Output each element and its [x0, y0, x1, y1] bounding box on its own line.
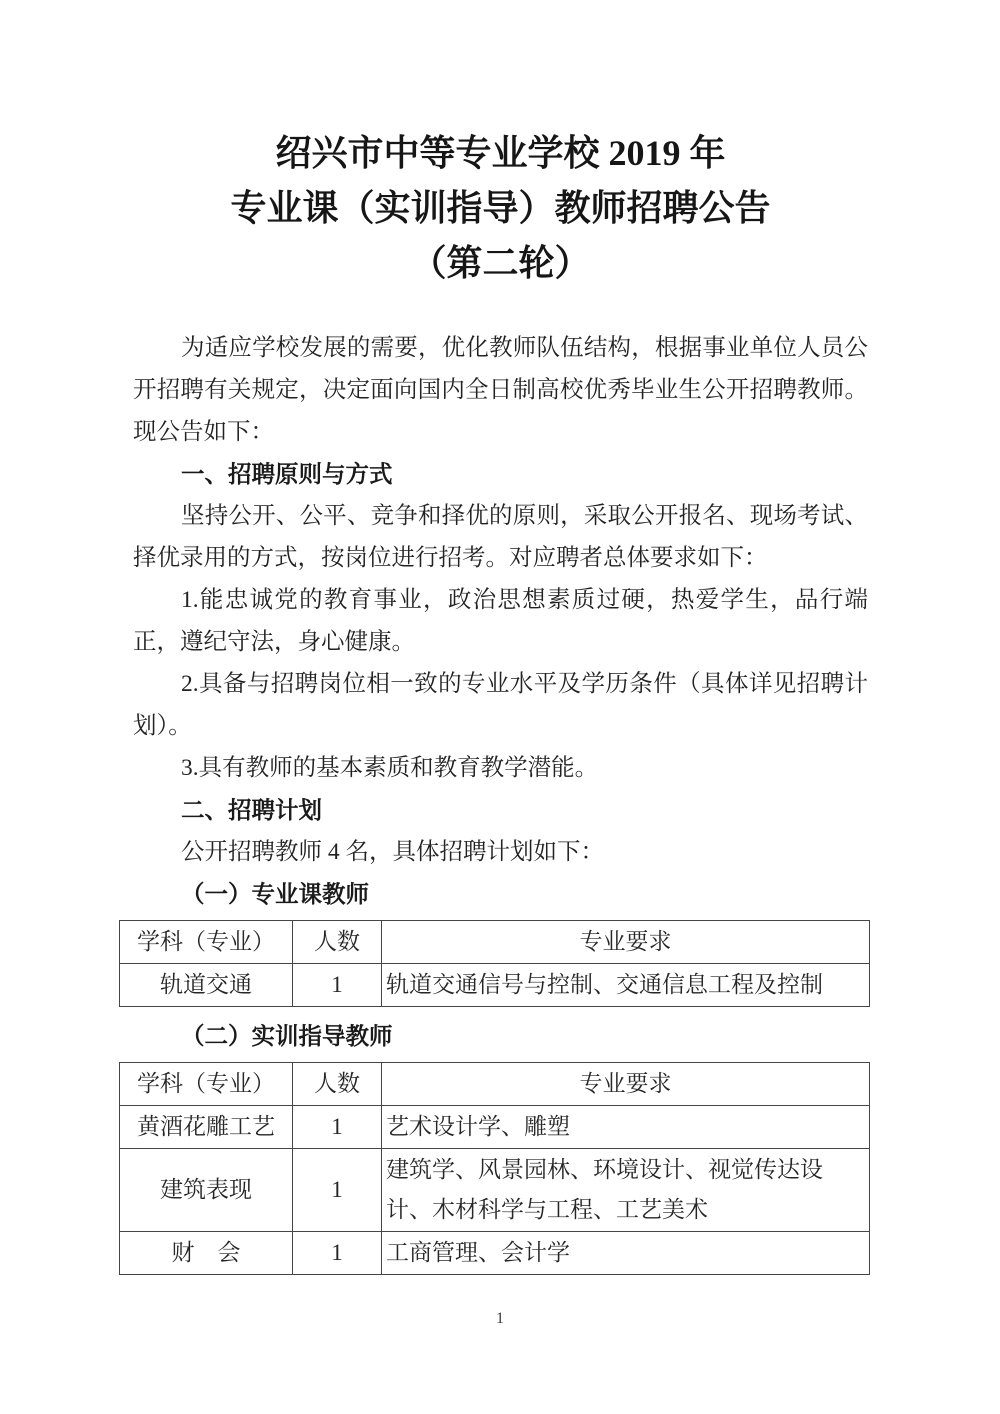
- section1-item-1: 1.能忠诚党的教育事业，政治思想素质过硬，热爱学生，品行端正，遵纪守法，身心健康。: [133, 587, 868, 655]
- table-row: [120, 964, 870, 1007]
- training-instructors-table: [119, 1062, 870, 1275]
- column-header-subject: 学科（专业）: [120, 921, 293, 964]
- title-line-1: 绍兴市中等专业学校 2019 年: [275, 133, 726, 173]
- section2-heading: 二、招聘计划: [181, 797, 322, 823]
- title-line-2: 专业课（实训指导）教师招聘公告: [230, 188, 771, 228]
- subsection1-heading: （一）专业课教师: [181, 881, 369, 907]
- section1-heading: 一、招聘原则与方式: [181, 461, 393, 487]
- cell-count: 1: [293, 964, 382, 1007]
- cell-count: 1: [293, 1149, 382, 1232]
- column-header-requirement: 专业要求: [382, 1063, 870, 1106]
- section1-lead: 坚持公开、公平、竞争和择优的原则，采取公开报名、现场考试、择优录用的方式，按岗位进行招考。对应聘者总体要求如下：: [133, 503, 868, 571]
- cell-count: 1: [293, 1232, 382, 1275]
- column-header-subject: 学科（专业）: [120, 1063, 293, 1106]
- cell-subject: 建筑表现: [120, 1149, 293, 1232]
- table-header-row: [120, 921, 870, 964]
- cell-requirement: 艺术设计学、雕塑: [382, 1106, 870, 1149]
- cell-subject: 轨道交通: [120, 964, 293, 1007]
- column-header-requirement: 专业要求: [382, 921, 870, 964]
- subsection2-heading: （二）实训指导教师: [181, 1023, 393, 1049]
- title-line-3: （第二轮）: [410, 243, 591, 283]
- intro-paragraph: 为适应学校发展的需要，优化教师队伍结构，根据事业单位人员公开招聘有关规定，决定面向国内全日制高校优秀毕业生公开招聘教师。现公告如下：: [133, 335, 868, 445]
- professional-teachers-table: [119, 920, 870, 1007]
- page-number: 1: [496, 1310, 504, 1327]
- table-row: [120, 1149, 870, 1232]
- table-header-row: [120, 1063, 870, 1106]
- cell-subject: 黄酒花雕工艺: [120, 1106, 293, 1149]
- section1-item-3: 3.具有教师的基本素质和教育教学潜能。: [181, 755, 599, 781]
- section1-item-2: 2.具备与招聘岗位相一致的专业水平及学历条件（具体详见招聘计划）。: [133, 671, 868, 739]
- column-header-count: 人数: [293, 1063, 382, 1106]
- cell-subject: 财 会: [120, 1232, 293, 1275]
- table-row: [120, 1106, 870, 1149]
- document-title: [133, 126, 868, 291]
- table-row: [120, 1232, 870, 1275]
- cell-requirement: 轨道交通信号与控制、交通信息工程及控制: [382, 964, 870, 1007]
- column-header-count: 人数: [293, 921, 382, 964]
- cell-requirement: 建筑学、风景园林、环境设计、视觉传达设计、木材科学与工程、工艺美术: [382, 1149, 870, 1232]
- cell-count: 1: [293, 1106, 382, 1149]
- section2-lead: 公开招聘教师 4 名，具体招聘计划如下：: [181, 839, 604, 865]
- document-content: [133, 126, 868, 1278]
- cell-requirement: 工商管理、会计学: [382, 1232, 870, 1275]
